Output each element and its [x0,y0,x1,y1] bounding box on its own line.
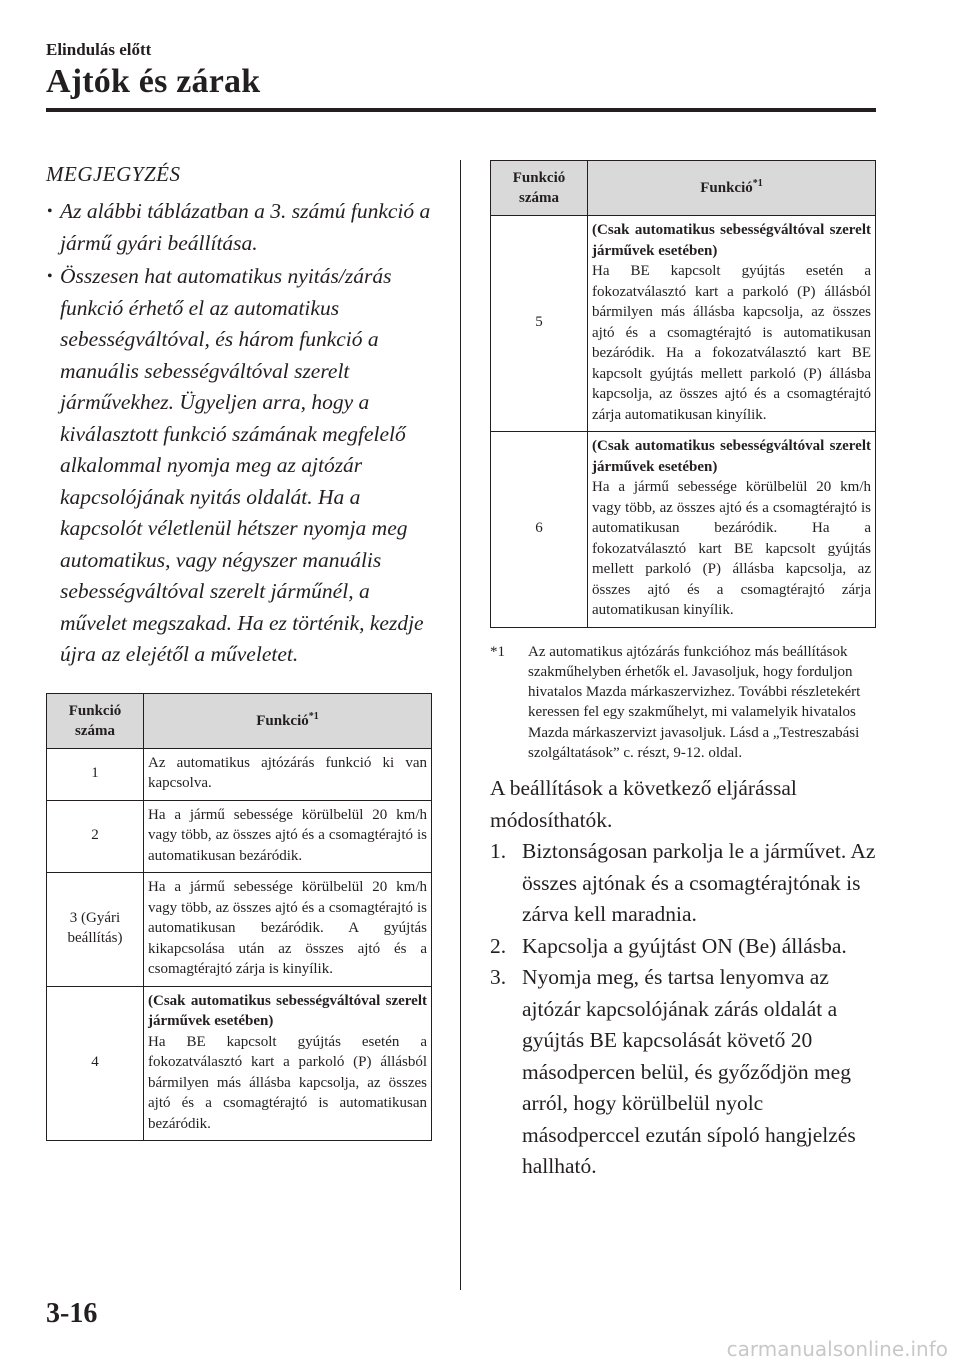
procedure-step [490,962,876,1183]
table-header-row [47,693,432,748]
function-description [144,873,432,987]
function-number: 1 [47,748,144,800]
function-table-continued [490,160,876,628]
footnote-ref: *1 [752,178,763,189]
step-text: Kapcsolja a gyújtást ON (Be) állásba. [522,933,847,958]
function-description [144,800,432,873]
function-condition: (Csak automatikus sebességváltóval szerelt járművek esetében) [592,222,871,259]
footnote [490,642,876,764]
function-number: 5 [491,216,588,432]
function-number: 6 [491,432,588,628]
table-row [47,748,432,800]
table-row [47,873,432,987]
function-desc-text: Ha a jármű sebessége körülbelül 20 km/h vagy több, az összes ajtó és a csomagtérajtó is automatikusan bezáródik. [148,806,427,864]
note-title: MEGJEGYZÉS [46,162,181,186]
step-number: 2. [490,933,507,958]
page-header [46,40,876,102]
step-number: 3. [490,965,507,990]
procedure-steps [490,836,876,1183]
function-condition: (Csak automatikus sebességváltóval szerelt járművek esetében) [592,438,871,475]
right-column [490,160,876,1183]
note-item-text: Összesen hat automatikus nyitás/zárás funkció érhető el az automatikus sebességváltóval, és három funkció a manuális sebességváltóval szerelt járművekhez. Ügyeljen arra, hogy a kiválasztott funkció számának megfelelő alkalommal nyomja meg az ajtózár kapcsolójának nyitás oldalát. Ha a kapcsolót véletlenül hétszer nyomja meg automatikus, vagy négyszer manuális sebességváltóval szerelt járműnél, a művelet megszakad. Ha ez történik, kezdje újra az elejétől a műveletet. [60,264,424,666]
column-divider [460,160,461,1290]
function-desc-text: Ha a jármű sebessége körülbelül 20 km/h vagy több, az összes ajtó és a csomagtérajtó is automatikusan bezáródik. Ha a fokozatválasztó kart BE kapcsolt gyújtás mellett parkoló (P) állásba kapcsolja, az összes ajtó és a csomagtérajtó zárja automatikusan kinyílik. [592,479,871,618]
function-description [588,432,876,628]
step-text: Biztonságosan parkolja le a járművet. Az összes ajtónak és a csomagtérajtónak is zárva kell maradnia. [522,839,876,927]
function-desc-text: Az automatikus ajtózárás funkció ki van kapcsolva. [148,754,427,791]
col-header-function-label: Funkció [700,180,753,196]
function-description [588,216,876,432]
step-number: 1. [490,839,507,864]
col-header-function-label: Funkció [256,712,309,729]
function-number: 3 (Gyári beállítás) [47,873,144,987]
col-header-number: Funkció száma [491,161,588,216]
function-table [46,693,432,1142]
note-item [46,196,432,259]
footnote-ref: *1 [308,710,319,722]
footnote-mark: *1 [490,643,505,660]
function-number: 2 [47,800,144,873]
step-text: Nyomja meg, és tartsa lenyomva az ajtózár kapcsolójának zárás oldalát a gyújtás BE kapcsolását követő 20 másodpercen belül, és győződjön meg arról, hogy körülbelül nyolc másodperccel ezután sípoló hangjelzés hallható. [522,965,856,1179]
table-header-row [491,161,876,216]
header-rule [46,108,876,112]
bullet-icon: • [47,268,53,285]
note-list [46,196,432,671]
procedure-step [490,836,876,931]
table-row [47,800,432,873]
function-condition: (Csak automatikus sebességváltóval szerelt járművek esetében) [148,992,427,1029]
function-desc-text: Ha a jármű sebessége körülbelül 20 km/h vagy több, az összes ajtó és a csomagtérajtó is automatikusan bezáródik. A gyújtás kikapcsolása után az összes ajtó és a csomagtérajtó zárja is kinyílik. [148,879,427,977]
function-description [144,748,432,800]
footnote-text: Az automatikus ajtózárás funkcióhoz más beállítások szakműhelyben érhetők el. Javasoljuk, hogy forduljon hivatalos Mazda márkaszervizhez. További részletekért keressen fel egy szakműhelyt, mi valamelyik hivatalos Mazda márkaszervizt javasoljuk. Lásd a „Testreszabási szolgáltatások” c. részt, 9-12. oldal. [528,643,861,761]
function-description [144,986,432,1141]
col-header-function [144,693,432,748]
function-desc-text: Ha BE kapcsolt gyújtás esetén a fokozatválasztó kart a parkoló (P) állásból bármilyen más állásba kapcsolja, az összes ajtó és a csomagtérajtó is automatikusan bezáródik. Ha a fokozatválasztó kart BE kapcsolt gyújtás mellett parkoló (P) állásba kapcsolja, az összes ajtó és a csomagtérajtó zárja automatikusan kinyílik. [592,263,871,423]
watermark: carmanualsonline.info [726,1337,948,1361]
function-number: 4 [47,986,144,1141]
col-header-function [588,161,876,216]
table-row [491,432,876,628]
note-item [46,261,432,671]
bullet-icon: • [47,203,53,220]
page-title: Ajtók és zárak [46,63,261,100]
procedure-step [490,931,876,963]
note-item-text: Az alábbi táblázatban a 3. számú funkció a jármű gyári beállítása. [60,199,431,255]
section-label: Elindulás előtt [46,40,152,59]
table-row [47,986,432,1141]
col-header-number: Funkció száma [47,693,144,748]
function-desc-text: Ha BE kapcsolt gyújtás esetén a fokozatválasztó kart a parkoló (P) állásból bármilyen más állásba kapcsolja, az összes ajtó és a csomagtérajtó is automatikusan bezáródik. [148,1033,427,1132]
procedure-intro: A beállítások a következő eljárással módosíthatók. [490,776,797,832]
table-row [491,216,876,432]
page-number: 3-16 [46,1298,98,1329]
left-column [46,160,432,1141]
